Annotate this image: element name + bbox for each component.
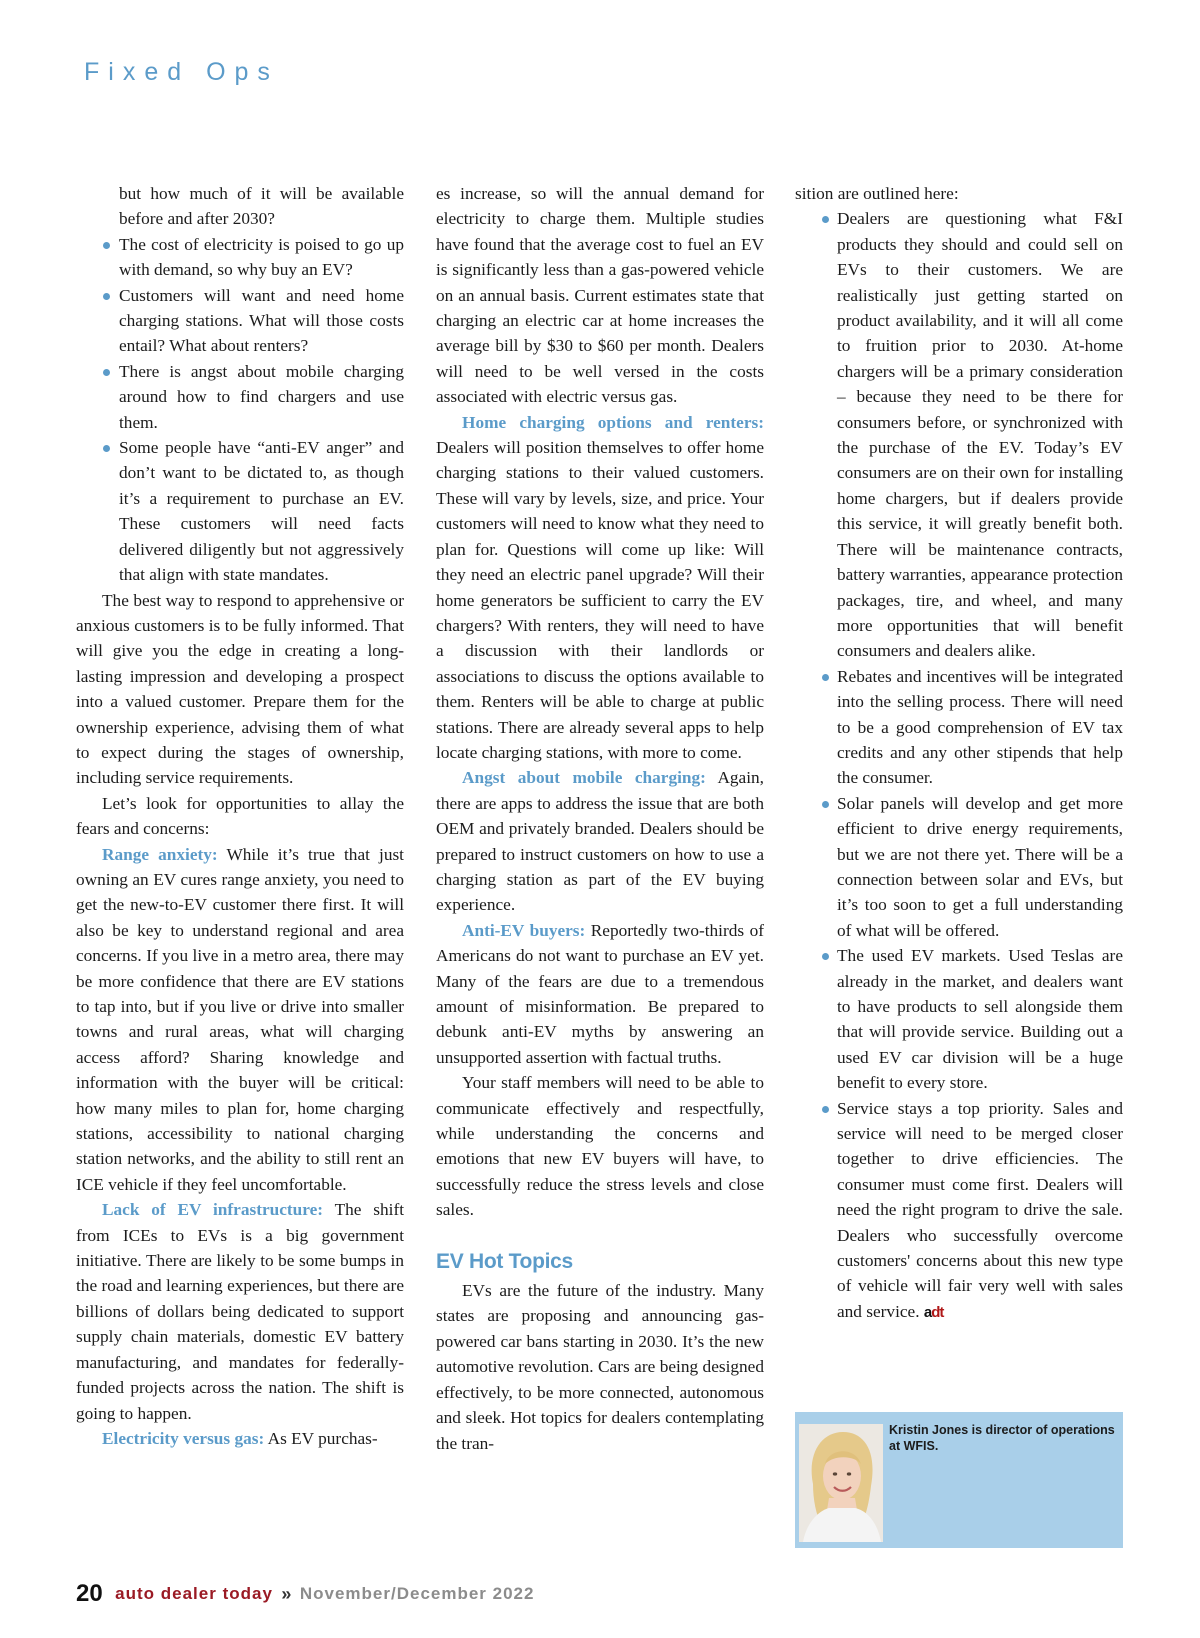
paragraph-text: As EV purchas-: [264, 1428, 378, 1448]
paragraph: The best way to respond to apprehensive or anxious customers is to be fully informed. That will give you the edge in creating a long-lasting impression and developing a prospect into a valued customer. Prepare them for the ownership experience, advising them of what to expect during the stages of ownership, including service requirements.: [76, 590, 404, 788]
lead-in: Anti-EV buyers:: [462, 920, 586, 940]
paragraph: Let’s look for opportunities to allay the fears and concerns:: [76, 793, 404, 839]
author-bio-box: [795, 1412, 1123, 1548]
separator: »: [281, 1583, 292, 1604]
lead-in: Lack of EV infrastructure:: [102, 1200, 324, 1220]
list-item: but how much of it will be available before and after 2030?: [119, 184, 404, 229]
publication-name: auto dealer today: [115, 1584, 273, 1603]
end-mark-logo: adt: [923, 1303, 944, 1321]
article-column-1: [76, 181, 404, 1451]
section-label: Fixed Ops: [84, 58, 279, 86]
list-item: Rebates and incentives will be integrated into the selling process. There will need to be a good comprehension of EV tax credits and any other stipends that help the consumer.: [795, 664, 1123, 791]
paragraph-text: Again, there are apps to address the issue that are both OEM and privately branded. Dealers should be prepared to instruct customers on how to use a charging station as part of the EV buying experience.: [436, 768, 764, 915]
paragraph: [436, 410, 764, 766]
lead-in: Angst about mobile charging:: [462, 768, 706, 788]
article-column-3: [795, 181, 1123, 1325]
lead-in: Electricity versus gas:: [102, 1428, 265, 1448]
bullet-list: [795, 206, 1123, 1325]
list-item: The cost of electricity is poised to go up with demand, so why buy an EV?: [76, 232, 404, 283]
list-item: Some people have “anti-EV anger” and don’t want to be dictated to, as though it’s a requirement to purchase an EV. These customers will need facts delivered diligently but not aggressively that align with state mandates.: [76, 435, 404, 587]
paragraph: [76, 1197, 404, 1426]
author-bio-text: Kristin Jones is director of operations at WFIS.: [889, 1423, 1115, 1453]
list-item: Dealers are questioning what F&I products they should and could sell on EVs to their customers. We are realistically just getting started on product availability, and it will all come to fruition prior to 2030. At-home chargers will be a primary consideration – because they need to be there for consumers before, or synchronized with the purchase of the EV. Today’s EV consumers are on their own for installing home chargers, but if dealers provide this service, it will greatly benefit both. There will be maintenance contracts, battery warranties, appearance protection packages, tire, and wheel, and many more opportunities that will benefit consumers and dealers alike.: [795, 206, 1123, 663]
list-item-text: Service stays a top priority. Sales and service will need to be merged closer together to drive efficiencies. The consumer must come first. Dealers will need the right program to drive the sale. Dealers who successfully overcome customers' concerns about this new type of vehicle will fair very well with sales and service.: [837, 1098, 1123, 1321]
paragraph: [76, 1426, 404, 1451]
page-footer: [76, 1580, 534, 1608]
paragraph-text: While it’s true that just owning an EV cures range anxiety, you need to get the new-to-EV customer there first. It will also be key to understand regional and area concerns. If you live in a metro area, there may be more confidence that there are EV stations to tap into, but if you live or drive into smaller towns and rural areas, what will charging access afford? Sharing knowledge and information with the buyer will be critical: how many miles to plan for, home charging stations, accessibility to national charging station networks, and the ability to still rent an ICE vehicle if they feel uncomfortable.: [76, 844, 404, 1194]
list-item: [795, 1096, 1123, 1326]
paragraph-text: Reportedly two-thirds of Americans do not want to purchase an EV yet. Many of the fears are due to a tremendous amount of misinformation. Be prepared to debunk anti-EV myths by answering an unsupported assertion with factual truths.: [436, 920, 764, 1067]
paragraph-text: Dealers will position themselves to offer home charging stations to their valued customers. These will vary by levels, size, and price. Your customers will need to know what they need to plan for. Questions will come up like: Will they need an electric panel upgrade? Will their home generators be sufficient to carry the EV chargers? With renters, they will need to have a discussion with their landlords or associations to discuss the options available to them. Renters will be able to charge at public stations. There are already several apps to help locate charging stations, with more to come.: [436, 438, 764, 762]
paragraph-text: The shift from ICEs to EVs is a big government initiative. There are likely to be some bumps in the road and learning experiences, but there are billions of dollars being dedicated to support supply chain materials, domestic EV battery manufacturing, and mandates for federally-funded projects across the nation. The shift is going to happen.: [76, 1200, 405, 1423]
subheading: EV Hot Topics: [436, 1249, 573, 1273]
issue-date: November/December 2022: [299, 1584, 535, 1603]
list-item: Solar panels will develop and get more efficient to drive energy requirements, but we are not there yet. There will be a connection between solar and EVs, but it’s too soon to get a full understanding of what will be offered.: [795, 791, 1123, 943]
list-item: The used EV markets. Used Teslas are already in the market, and dealers want to have products to sell alongside them that will provide service. Building out a used EV car division will be a huge benefit to every store.: [795, 943, 1123, 1095]
portrait-icon: [799, 1424, 883, 1542]
paragraph: Your staff members will need to be able to communicate effectively and respectfully, while understanding the concerns and emotions that new EV buyers will have, to successfully reduce the stress levels and close sales.: [436, 1073, 764, 1220]
paragraph: es increase, so will the annual demand for electricity to charge them. Multiple studies have found that the average cost to fuel an EV is significantly less than a gas-powered vehicle on an annual basis. Current estimates state that charging an electric car at home increases the average bill by $30 to $60 per month. Dealers will need to be well versed in the costs associated with electric versus gas.: [436, 184, 764, 407]
paragraph: sition are outlined here:: [795, 184, 959, 203]
bullet-list: [76, 181, 404, 588]
paragraph: [436, 918, 764, 1070]
lead-in: Range anxiety:: [102, 844, 218, 864]
list-item: There is angst about mobile charging around how to find chargers and use them.: [76, 359, 404, 435]
list-item: Customers will want and need home charging stations. What will those costs entail? What about renters?: [76, 283, 404, 359]
article-column-2: [436, 181, 764, 1456]
paragraph: EVs are the future of the industry. Many states are proposing and announcing gas-powered car bans starting in 2030. It’s the new automotive revolution. Cars are being designed effectively, to be more connected, autonomous and sleek. Hot topics for dealers contemplating the tran-: [436, 1281, 764, 1453]
paragraph: [76, 842, 404, 1198]
lead-in: Home charging options and renters:: [462, 412, 764, 432]
author-photo: [799, 1424, 883, 1542]
page-number: 20: [76, 1580, 103, 1607]
paragraph: [436, 765, 764, 917]
